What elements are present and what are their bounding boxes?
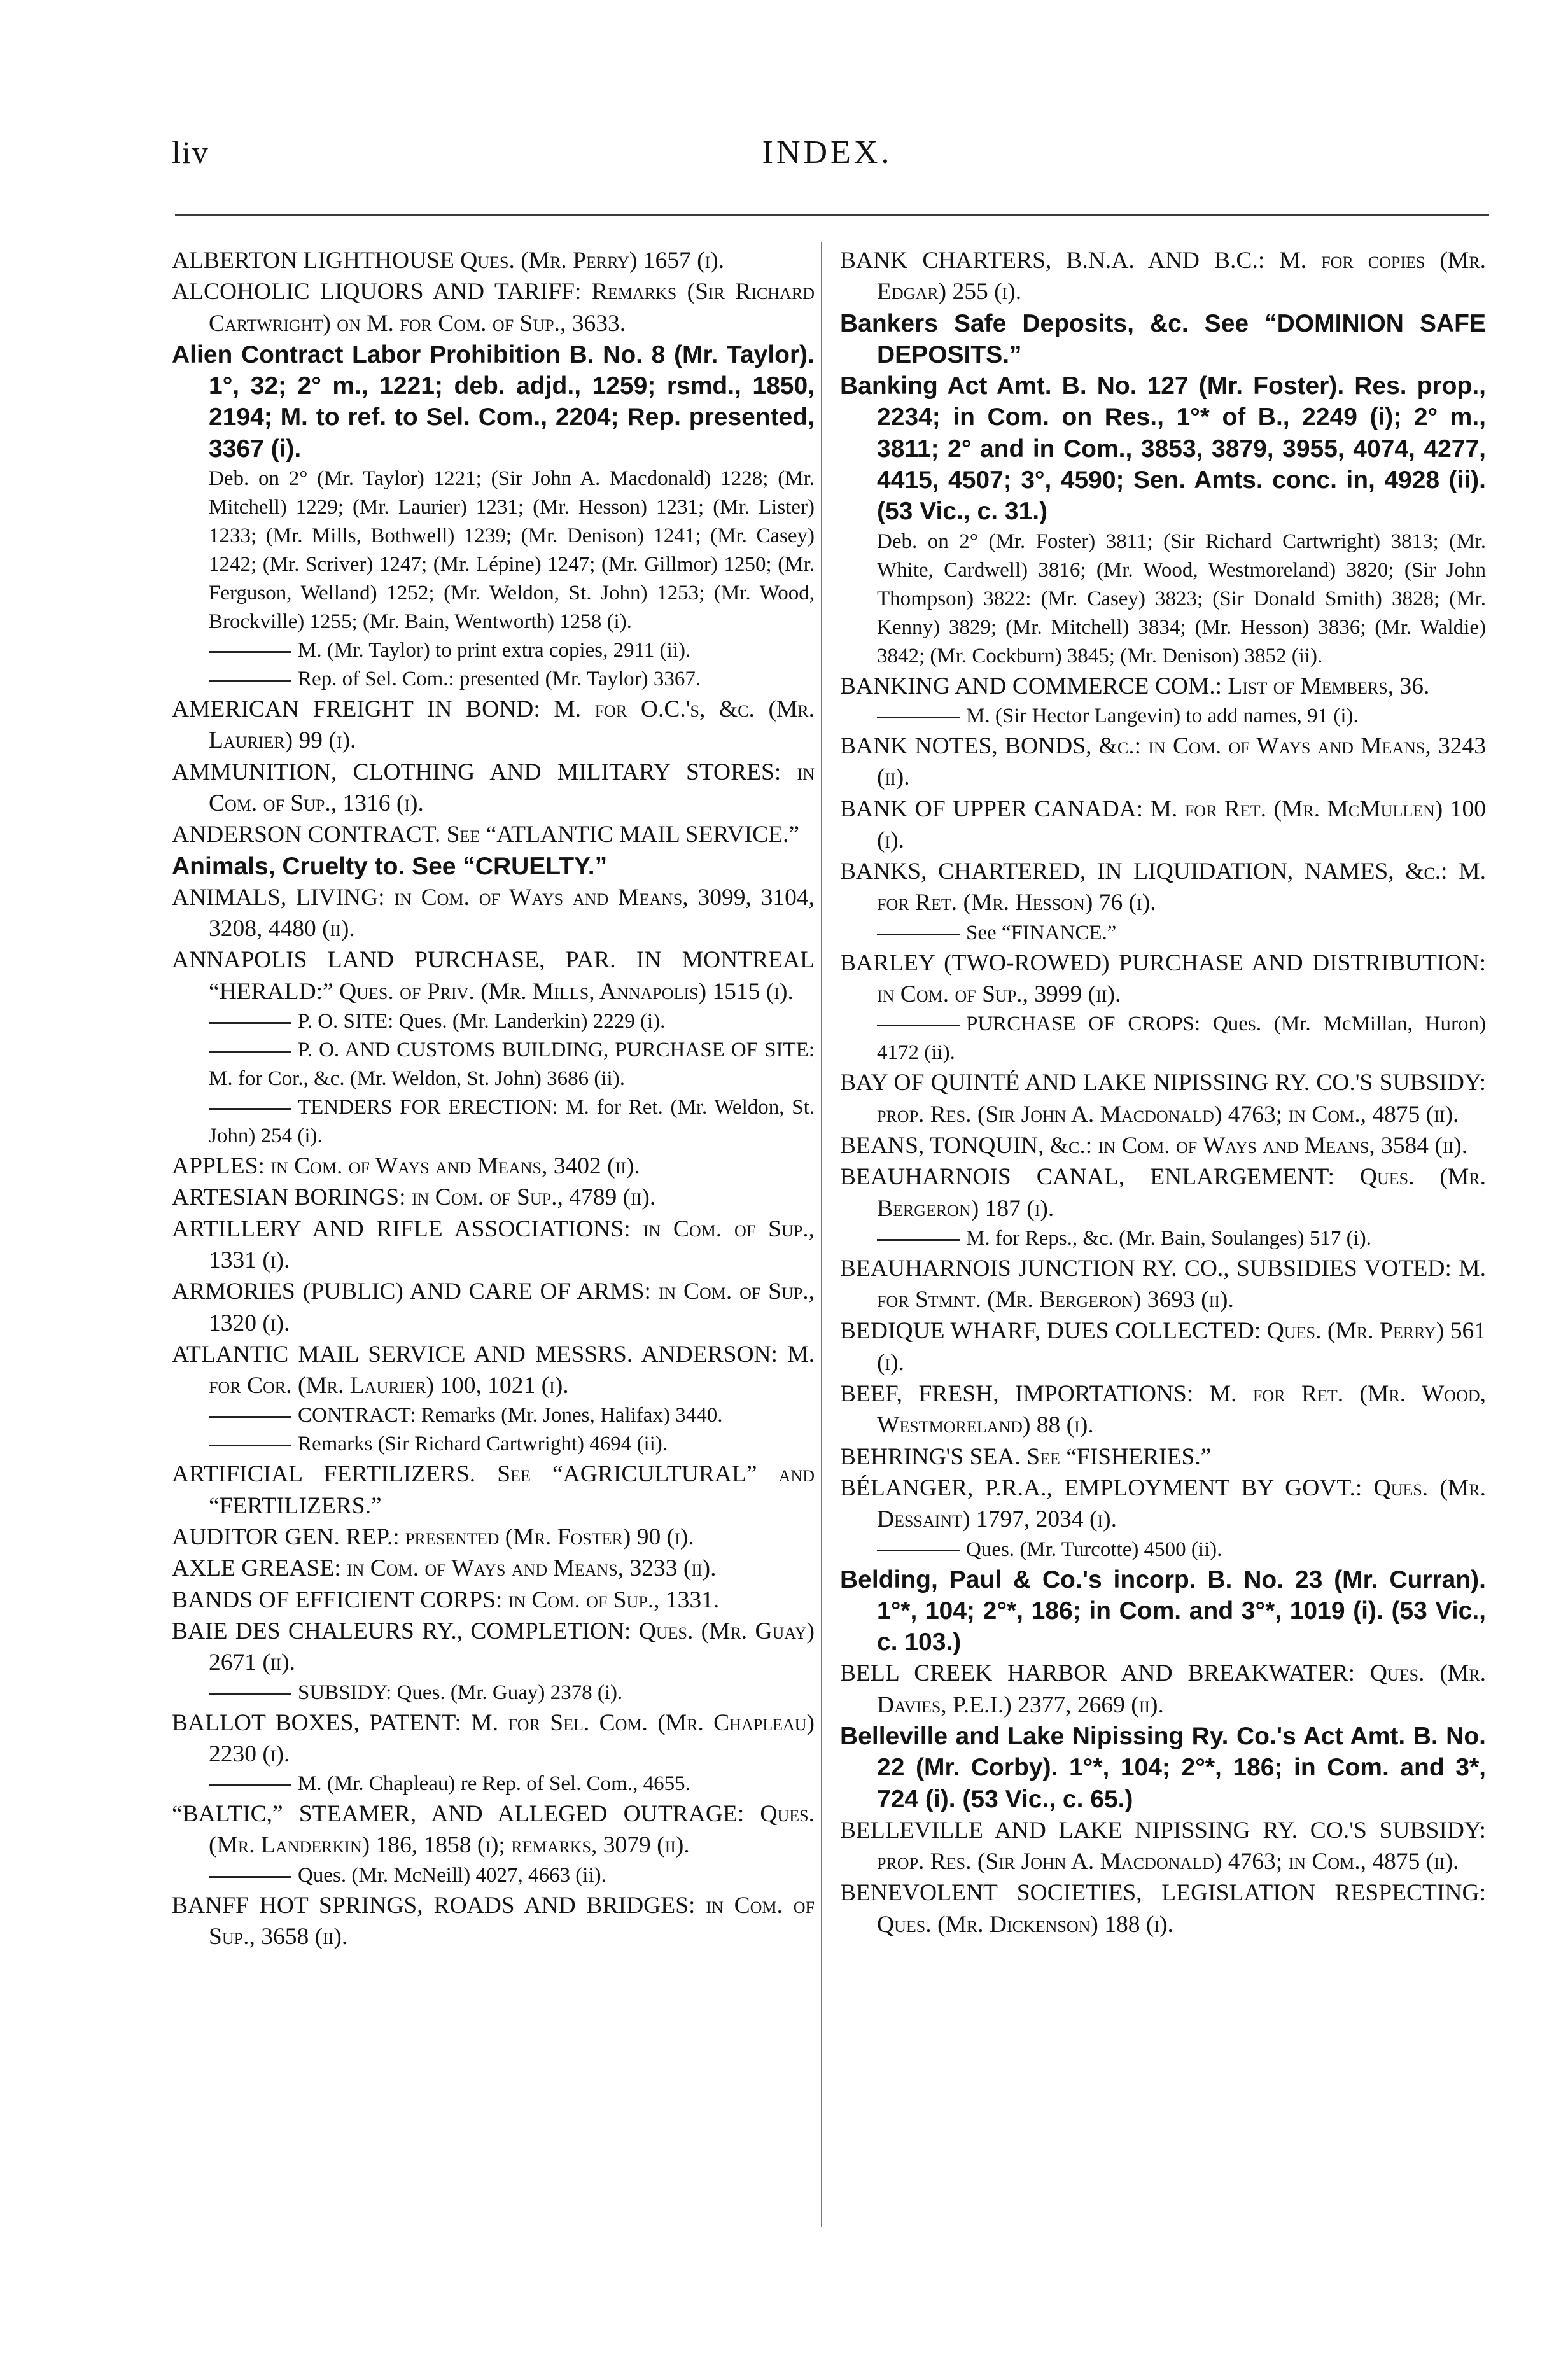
subentry-text: P. O. SITE: Ques. (Mr. Landerkin) 2229 (i). (298, 1010, 666, 1033)
subentry-text: P. O. AND CUSTOMS BUILDING, PURCHASE OF SITE: M. for Cor., &c. (Mr. Weldon, St. John) 3686 (ii). (209, 1039, 815, 1091)
index-entry: BENEVOLENT SOCIETIES, LEGISLATION RESPECTING: Ques. (Mr. Dickenson) 188 (i). (840, 1880, 1486, 1938)
index-subentry (172, 636, 815, 665)
index-entry: “BALTIC,” STEAMER, AND ALLEGED OUTRAGE: Ques. (Mr. Landerkin) 186, 1858 (i); remarks, 3079 (ii). (172, 1801, 815, 1859)
index-entry: BÉLANGER, P.R.A., EMPLOYMENT BY GOVT.: Ques. (Mr. Dessaint) 1797, 2034 (i). (840, 1474, 1486, 1533)
index-entry-bold: Banking Act Amt. B. No. 127 (Mr. Foster). Res. prop., 2234; in Com. on Res., 1°* of B., 2249 (i); 2° m., 3811; 2° and in Com., 3853, 3879, 3955, 4074, 4277, 4415, 4507; 3°, 4590; Sen. Amts. conc. in, 4928 (ii). (53 Vic., c. 31.) (840, 372, 1486, 526)
index-entry: ARTIFICIAL FERTILIZERS. See “AGRICULTURAL” and “FERTILIZERS.” (172, 1461, 815, 1519)
index-subentry (840, 919, 1486, 948)
index-entry: BEAUHARNOIS JUNCTION RY. CO., SUBSIDIES VOTED: M. for Stmnt. (Mr. Bergeron) 3693 (ii). (840, 1255, 1486, 1313)
index-subentry (172, 1430, 815, 1459)
index-entry: ALCOHOLIC LIQUORS AND TARIFF: Remarks (Sir Richard Cartwright) on M. for Com. of Sup., 3633. (172, 279, 815, 337)
index-entry-bold: Bankers Safe Deposits, &c. See “DOMINION SAFE DEPOSITS.” (840, 309, 1486, 368)
index-entry: BEANS, TONQUIN, &c.: in Com. of Ways and Means, 3584 (ii). (840, 1132, 1468, 1159)
dash-rule (209, 1051, 291, 1053)
index-entry: ARMORIES (PUBLIC) AND CARE OF ARMS: in Com. of Sup., 1320 (i). (172, 1278, 815, 1336)
index-entry: BARLEY (TWO-ROWED) PURCHASE AND DISTRIBUTION: in Com. of Sup., 3999 (ii). (840, 949, 1486, 1008)
index-entry: BANKING AND COMMERCE COM.: List of Members, 36. (840, 673, 1430, 699)
subentry-text: TENDERS FOR ERECTION: M. for Ret. (Mr. Weldon, St. John) 254 (i). (209, 1096, 815, 1148)
index-entry: AMERICAN FREIGHT IN BOND: M. for O.C.'s, &c. (Mr. Laurier) 99 (i). (172, 696, 815, 754)
dash-rule (209, 680, 291, 682)
dash-rule (209, 1784, 291, 1786)
subentry-text: M. (Mr. Taylor) to print extra copies, 2911 (ii). (298, 639, 691, 662)
dash-rule (209, 651, 291, 653)
subentry-text: PURCHASE OF CROPS: Ques. (Mr. McMillan, Huron) 4172 (ii). (877, 1012, 1486, 1065)
index-entry: BANK OF UPPER CANADA: M. for Ret. (Mr. McMullen) 100 (i). (840, 795, 1486, 853)
index-subentry (172, 665, 815, 694)
index-subentry (840, 1536, 1486, 1564)
index-subentry (172, 1036, 815, 1093)
index-subentry (840, 1224, 1486, 1253)
dash-rule (877, 1550, 960, 1551)
index-entry-bold: Alien Contract Labor Prohibition B. No. 8 (Mr. Taylor). 1°, 32; 2° m., 1221; deb. adjd., 1259; rsmd., 1850, 2194; M. to ref. to Sel. Com., 2204; Rep. presented, 3367 (i). (172, 340, 815, 463)
index-subentry (172, 1401, 815, 1430)
index-subentry: Deb. on 2° (Mr. Foster) 3811; (Sir Richard Cartwright) 3813; (Mr. White, Cardwell) 3816; (Mr. Wood, Westmoreland) 3820; (Sir John Thompson) 3822: (Mr. Casey) 3823; (Sir Donald Smith) 3828; (Mr. Kenny) 3829; (Mr. Mitchell) 3834; (Mr. Hesson) 3836; (Mr. Waldie) 3842; (Mr. Cockburn) 3845; (Mr. Denison) 3852 (ii). (877, 529, 1486, 668)
index-entry: BAY OF QUINTÉ AND LAKE NIPISSING RY. CO.'S SUBSIDY: prop. Res. (Sir John A. Macdonald) 4763; in Com., 4875 (ii). (840, 1070, 1486, 1128)
index-entry: BEAUHARNOIS CANAL, ENLARGEMENT: Ques. (Mr. Bergeron) 187 (i). (840, 1164, 1486, 1222)
dash-rule (877, 1025, 960, 1026)
index-entry: AUDITOR GEN. REP.: presented (Mr. Foster) 90 (i). (172, 1524, 694, 1551)
index-entry: APPLES: in Com. of Ways and Means, 3402 (ii). (172, 1153, 640, 1180)
column-divider (821, 242, 822, 2227)
subentry-text: Ques. (Mr. Turcotte) 4500 (ii). (966, 1537, 1222, 1561)
index-entry: BELL CREEK HARBOR AND BREAKWATER: Ques. (Mr. Davies, P.E.I.) 2377, 2669 (ii). (840, 1660, 1486, 1718)
right-column (840, 245, 1486, 1940)
index-entry: ANIMALS, LIVING: in Com. of Ways and Means, 3099, 3104, 3208, 4480 (ii). (172, 884, 815, 942)
index-entry: ATLANTIC MAIL SERVICE AND MESSRS. ANDERSON: M. for Cor. (Mr. Laurier) 100, 1021 (i). (172, 1341, 815, 1399)
index-entry: ALBERTON LIGHTHOUSE Ques. (Mr. Perry) 1657 (i). (172, 248, 725, 274)
index-entry: BANKS, CHARTERED, IN LIQUIDATION, NAMES, &c.: M. for Ret. (Mr. Hesson) 76 (i). (840, 858, 1486, 916)
index-subentry (840, 1010, 1486, 1067)
dash-rule (209, 1416, 291, 1418)
index-entry: ANNAPOLIS LAND PURCHASE, PAR. IN MONTREAL “HERALD:” Ques. of Priv. (Mr. Mills, Annapolis) 1515 (i). (172, 947, 815, 1005)
left-column (172, 245, 815, 1952)
dash-rule (877, 717, 960, 718)
index-subentry: Deb. on 2° (Mr. Taylor) 1221; (Sir John A. Macdonald) 1228; (Mr. Mitchell) 1229; (Mr. Laurier) 1231; (Mr. Hesson) 1231; (Mr. Lister) 1233; (Mr. Mills, Bothwell) 1239; (Mr. Denison) 1241; (Mr. Casey) 1242; (Mr. Scriver) 1247; (Mr. Lépine) 1247; (Mr. Gillmor) 1250; (Mr. Ferguson, Welland) 1252; (Mr. Weldon, St. John) 1253; (Mr. Wood, Brockville) 1255; (Mr. Bain, Wentworth) 1258 (i). (209, 467, 815, 634)
index-entry: AXLE GREASE: in Com. of Ways and Means, 3233 (ii). (172, 1555, 717, 1582)
index-entry: BEEF, FRESH, IMPORTATIONS: M. for Ret. (Mr. Wood, Westmoreland) 88 (i). (840, 1381, 1486, 1439)
index-entry: BALLOT BOXES, PATENT: M. for Sel. Com. (Mr. Chapleau) 2230 (i). (172, 1709, 815, 1767)
index-subentry (172, 1093, 815, 1151)
index-subentry (172, 1007, 815, 1036)
index-entry: ARTESIAN BORINGS: in Com. of Sup., 4789 (ii). (172, 1184, 656, 1211)
subentry-text: Ques. (Mr. McNeill) 4027, 4663 (ii). (298, 1863, 606, 1887)
page-number: liv (172, 134, 209, 170)
dash-rule (209, 1876, 291, 1878)
index-entry: ARTILLERY AND RIFLE ASSOCIATIONS: in Com. of Sup., 1331 (i). (172, 1215, 815, 1273)
subentry-text: SUBSIDY: Ques. (Mr. Guay) 2378 (i). (298, 1681, 623, 1704)
index-entry: BANK NOTES, BONDS, &c.: in Com. of Ways and Means, 3243 (ii). (840, 732, 1486, 791)
index-entry: BANDS OF EFFICIENT CORPS: in Com. of Sup., 1331. (172, 1586, 720, 1613)
index-entry-bold: Belleville and Lake Nipissing Ry. Co.'s Act Amt. B. No. 22 (Mr. Corby). 1°*, 104; 2°*, 186; in Com. and 3*, 724 (i). (53 Vic., c. 65.) (840, 1722, 1486, 1813)
index-entry: BANK CHARTERS, B.N.A. AND B.C.: M. for copies (Mr. Edgar) 255 (i). (840, 248, 1486, 305)
index-entry: BANFF HOT SPRINGS, ROADS AND BRIDGES: in Com. of Sup., 3658 (ii). (172, 1892, 815, 1950)
index-subentry (172, 1861, 815, 1890)
index-entry: ANDERSON CONTRACT. See “ATLANTIC MAIL SERVICE.” (172, 822, 800, 848)
subentry-text: M. (Mr. Chapleau) re Rep. of Sel. Com., 4655. (298, 1772, 690, 1796)
index-subentry (172, 1770, 815, 1798)
dash-rule (877, 934, 960, 935)
dash-rule (209, 1445, 291, 1446)
subentry-text: M. for Reps., &c. (Mr. Bain, Soulanges) 517 (i). (966, 1226, 1372, 1250)
subentry-text: M. (Sir Hector Langevin) to add names, 91 (i). (966, 704, 1359, 727)
index-subentry (840, 702, 1486, 731)
index-entry-bold: Belding, Paul & Co.'s incorp. B. No. 23 (Mr. Curran). 1°*, 104; 2°*, 186; in Com. and 3°*, 1019 (i). (53 Vic., c. 103.) (840, 1565, 1486, 1656)
header-rule (175, 214, 1489, 216)
subentry-text: Remarks (Sir Richard Cartwright) 4694 (ii). (298, 1432, 668, 1456)
index-entry-bold: Animals, Cruelty to. See “CRUELTY.” (172, 852, 608, 880)
index-entry: AMMUNITION, CLOTHING AND MILITARY STORES: in Com. of Sup., 1316 (i). (172, 759, 815, 816)
index-entry: BEHRING'S SEA. See “FISHERIES.” (840, 1443, 1212, 1470)
index-entry: BAIE DES CHALEURS RY., COMPLETION: Ques. (Mr. Guay) 2671 (ii). (172, 1618, 815, 1676)
dash-rule (209, 1108, 291, 1110)
dash-rule (209, 1022, 291, 1024)
index-subentry (172, 1679, 815, 1707)
index-entry: BEDIQUE WHARF, DUES COLLECTED: Ques. (Mr. Perry) 561 (i). (840, 1318, 1486, 1376)
page-header (172, 134, 1483, 191)
subentry-text: Rep. of Sel. Com.: presented (Mr. Taylor) 3367. (298, 668, 701, 691)
subentry-text: See “FINANCE.” (966, 921, 1117, 944)
page-title: INDEX. (762, 134, 893, 171)
dash-rule (877, 1239, 960, 1241)
dash-rule (209, 1693, 291, 1695)
subentry-text: CONTRACT: Remarks (Mr. Jones, Halifax) 3440. (298, 1404, 723, 1427)
index-entry: BELLEVILLE AND LAKE NIPISSING RY. CO.'S SUBSIDY: prop. Res. (Sir John A. Macdonald) 4763; in Com., 4875 (ii). (840, 1817, 1486, 1875)
